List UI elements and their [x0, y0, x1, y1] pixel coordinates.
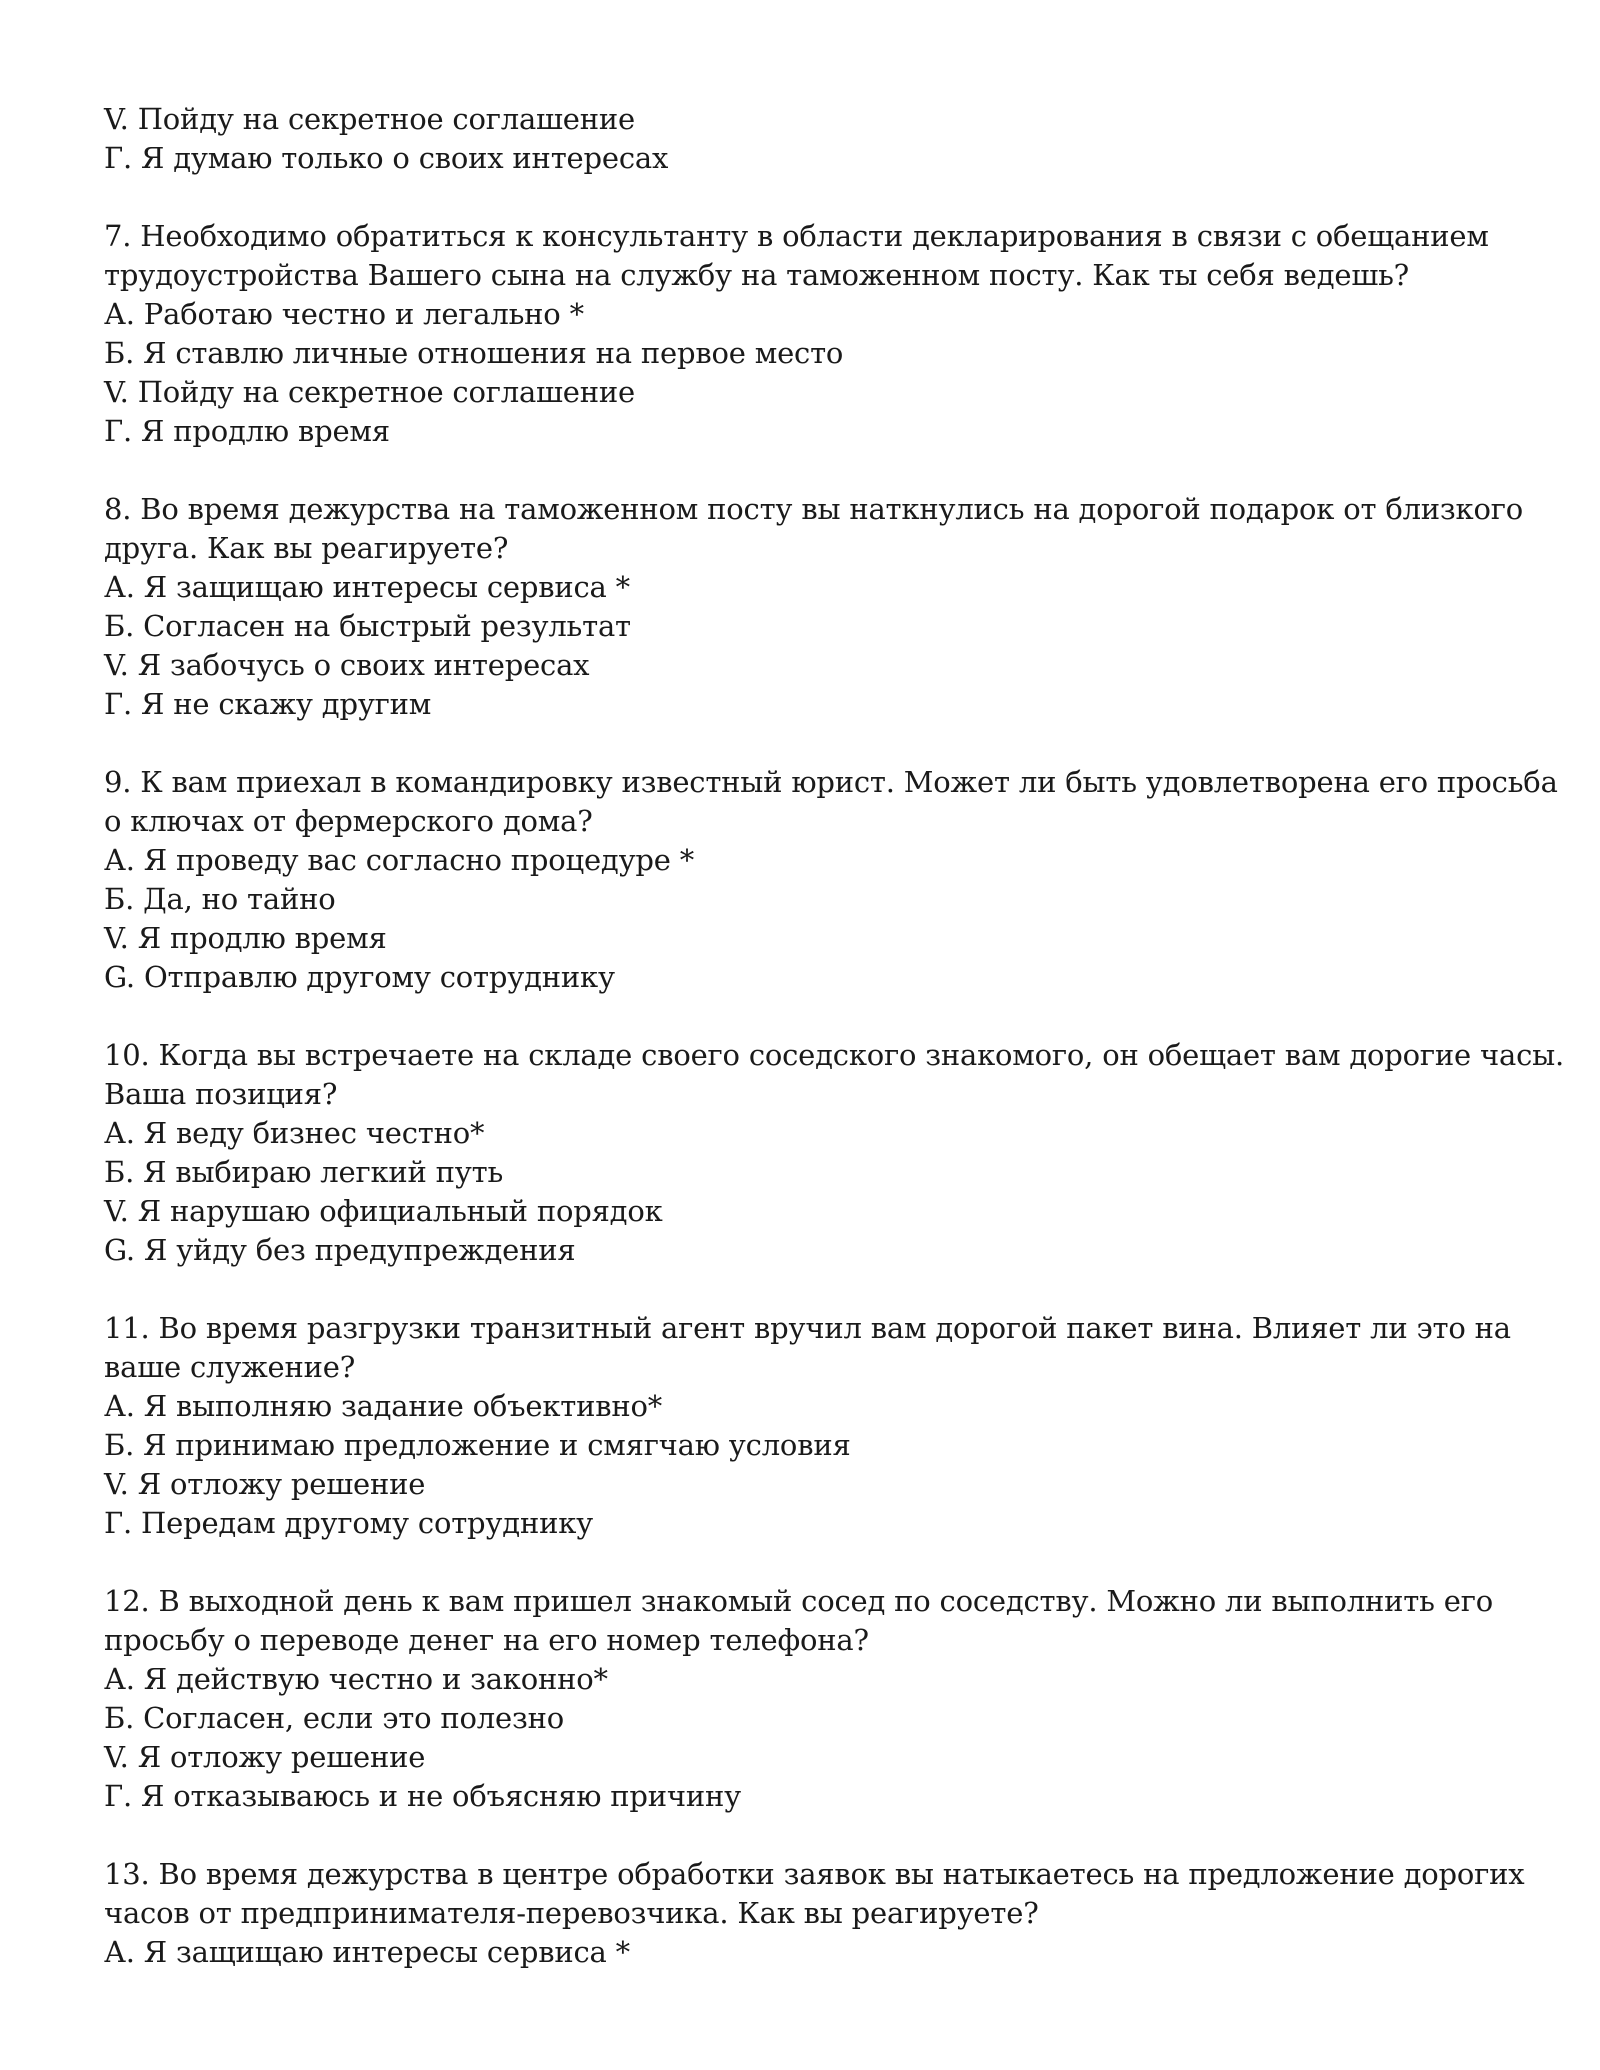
question-text: ваше служение?	[104, 1350, 356, 1384]
question-11	[104, 1309, 1524, 1543]
answer-option: Г. Я отказываюсь и не объясняю причину	[104, 1779, 741, 1813]
answer-option: А. Я действую честно и законно*	[104, 1662, 608, 1696]
question-text: Ваша позиция?	[104, 1077, 338, 1111]
question-text: часов от предпринимателя-перевозчика. Как вы реагируете?	[104, 1896, 1039, 1930]
question-text: 13. Во время дежурства в центре обработки заявок вы натыкаетесь на предложение дорогих	[104, 1857, 1525, 1891]
question-text: 10. Когда вы встречаете на складе своего соседского знакомого, он обещает вам дорогие часы.	[104, 1038, 1565, 1072]
question-text: 7. Необходимо обратиться к консультанту в области декларирования в связи с обещанием	[104, 219, 1489, 253]
question-text: 8. Во время дежурства на таможенном посту вы наткнулись на дорогой подарок от близкого	[104, 492, 1523, 526]
answer-option: V. Я продлю время	[104, 921, 387, 955]
question-7	[104, 217, 1524, 451]
question-text: друга. Как вы реагируете?	[104, 531, 509, 565]
question-6-continuation	[104, 100, 1524, 178]
question-text: трудоустройства Вашего сына на службу на таможенном посту. Как ты себя ведешь?	[104, 258, 1410, 292]
answer-option: Г. Я думаю только о своих интересах	[104, 141, 669, 175]
question-text: 9. К вам приехал в командировку известный юрист. Может ли быть удовлетворена его просьба	[104, 765, 1558, 799]
answer-option: Б. Согласен на быстрый результат	[104, 609, 631, 643]
question-text: о ключах от фермерского дома?	[104, 804, 593, 838]
question-text: 12. В выходной день к вам пришел знакомый сосед по соседству. Можно ли выполнить его	[104, 1584, 1493, 1618]
answer-option: Б. Да, но тайно	[104, 882, 336, 916]
answer-option: Б. Согласен, если это полезно	[104, 1701, 564, 1735]
question-text: 11. Во время разгрузки транзитный агент вручил вам дорогой пакет вина. Влияет ли это на	[104, 1311, 1511, 1345]
answer-option: Г. Я продлю время	[104, 414, 390, 448]
answer-option: Г. Я не скажу другим	[104, 687, 432, 721]
answer-option: V. Я нарушаю официальный порядок	[104, 1194, 663, 1228]
answer-option: Б. Я ставлю личные отношения на первое место	[104, 336, 844, 370]
answer-option: А. Я проведу вас согласно процедуре *	[104, 843, 695, 877]
question-8	[104, 490, 1524, 724]
answer-option: Г. Передам другому сотруднику	[104, 1506, 593, 1540]
answer-option: А. Я веду бизнес честно*	[104, 1116, 485, 1150]
question-12	[104, 1582, 1524, 1816]
answer-option: V. Пойду на секретное соглашение	[104, 375, 635, 409]
answer-option: Б. Я принимаю предложение и смягчаю условия	[104, 1428, 851, 1462]
question-9	[104, 763, 1558, 997]
question-text: просьбу о переводе денег на его номер телефона?	[104, 1623, 869, 1657]
answer-option: А. Работаю честно и легально *	[104, 297, 584, 331]
answer-option: А. Я защищаю интересы сервиса *	[104, 1935, 630, 1969]
answer-option: G. Я уйду без предупреждения	[104, 1233, 576, 1267]
answer-option: V. Я отложу решение	[104, 1467, 426, 1501]
answer-option: А. Я защищаю интересы сервиса *	[104, 570, 630, 604]
answer-option: А. Я выполняю задание объективно*	[104, 1389, 663, 1423]
document-page	[104, 100, 1565, 1972]
question-13	[104, 1855, 1524, 1972]
answer-option: G. Отправлю другому сотруднику	[104, 960, 615, 994]
answer-option: V. Я забочусь о своих интересах	[104, 648, 590, 682]
answer-option: V. Я отложу решение	[104, 1740, 426, 1774]
question-10	[104, 1036, 1565, 1270]
answer-option: Б. Я выбираю легкий путь	[104, 1155, 504, 1189]
answer-option: V. Пойду на секретное соглашение	[104, 102, 635, 136]
